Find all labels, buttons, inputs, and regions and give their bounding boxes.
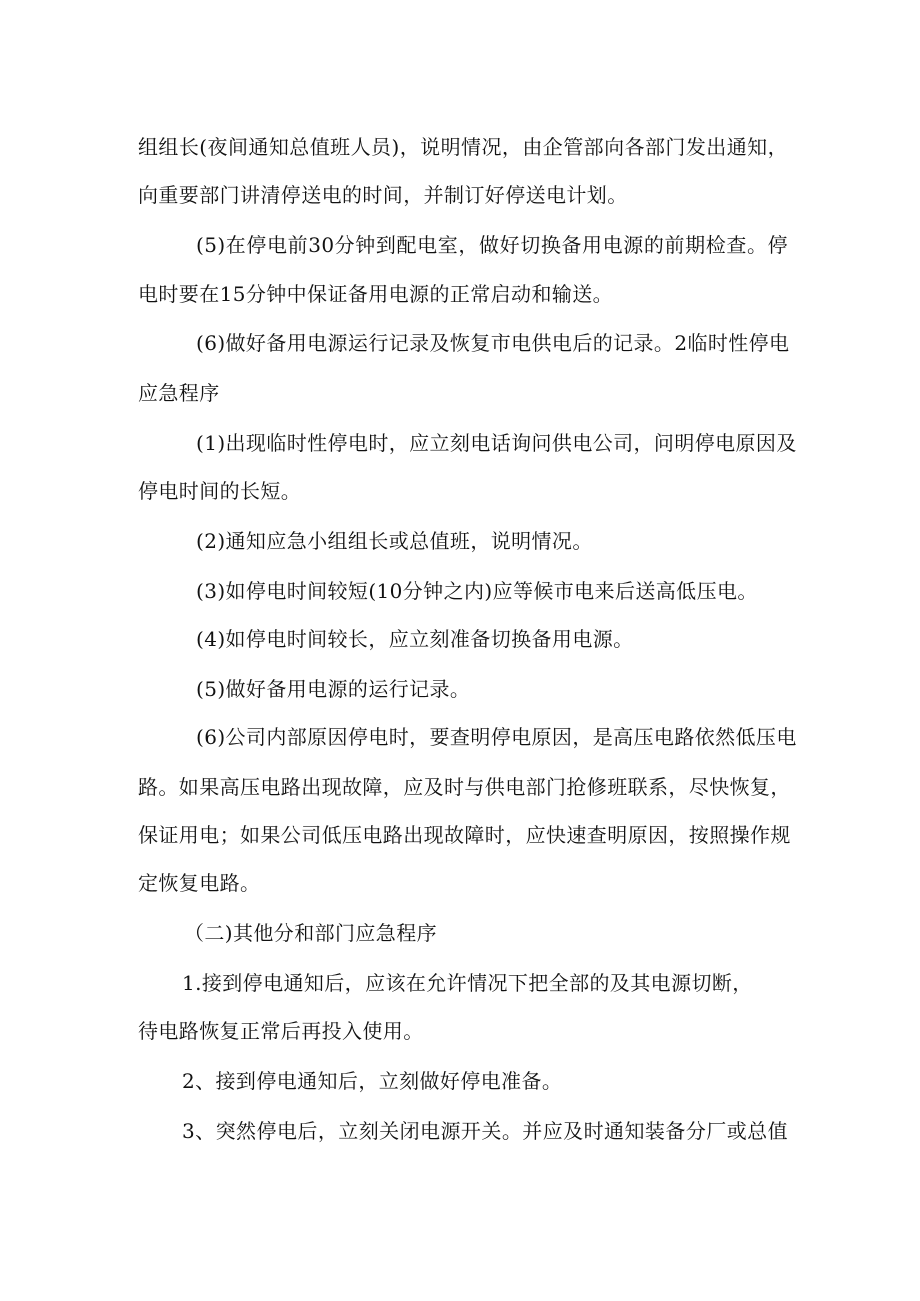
text-line: (3)如停电时间较短(10分钟之内)应等候市电来后送高低压电。 bbox=[196, 579, 758, 603]
section-heading: （二)其他分和部门应急程序 bbox=[184, 921, 438, 945]
text-line: (6)做好备用电源运行记录及恢复市电供电后的记录。2临时性停电 bbox=[196, 331, 790, 355]
text-line: (2)通知应急小组组长或总值班，说明情况。 bbox=[196, 529, 593, 553]
text-line: 1.接到停电通知后，应该在允许情况下把全部的及其电源切断， bbox=[182, 971, 753, 995]
text-line: 2、接到停电通知后，立刻做好停电准备。 bbox=[182, 1069, 563, 1093]
text-line: 电时要在15分钟中保证备用电源的正常启动和输送。 bbox=[138, 282, 614, 306]
text-line: (6)公司内部原因停电时，要查明停电原因，是高压电路依然低压电 bbox=[196, 725, 797, 749]
text-line: 路。如果高压电路出现故障，应及时与供电部门抢修班联系，尽快恢复， bbox=[138, 775, 791, 799]
text-line: (1)出现临时性停电时，应立刻电话询问供电公司，问明停电原因及 bbox=[196, 431, 797, 455]
text-line: 停电时间的长短。 bbox=[138, 479, 302, 503]
text-line: 3、突然停电后，立刻关闭电源开关。并应及时通知装备分厂或总值 bbox=[182, 1119, 788, 1143]
text-line: 保证用电；如果公司低压电路出现故障时，应快速查明原因，按照操作规 bbox=[138, 823, 791, 847]
text-line: 待电路恢复正常后再投入使用。 bbox=[138, 1019, 424, 1043]
text-line: (5)在停电前30分钟到配电室，做好切换备用电源的前期检查。停 bbox=[196, 233, 788, 257]
text-line: (5)做好备用电源的运行记录。 bbox=[196, 677, 471, 701]
text-line: 向重要部门讲清停送电的时间，并制订好停送电计划。 bbox=[138, 183, 628, 207]
text-line: 定恢复电路。 bbox=[138, 871, 261, 895]
text-line: (4)如停电时间较长，应立刻准备切换备用电源。 bbox=[196, 627, 634, 651]
text-line: 组组长(夜间通知总值班人员)，说明情况，由企管部向各部门发出通知， bbox=[138, 135, 788, 159]
text-line: 应急程序 bbox=[138, 381, 220, 405]
